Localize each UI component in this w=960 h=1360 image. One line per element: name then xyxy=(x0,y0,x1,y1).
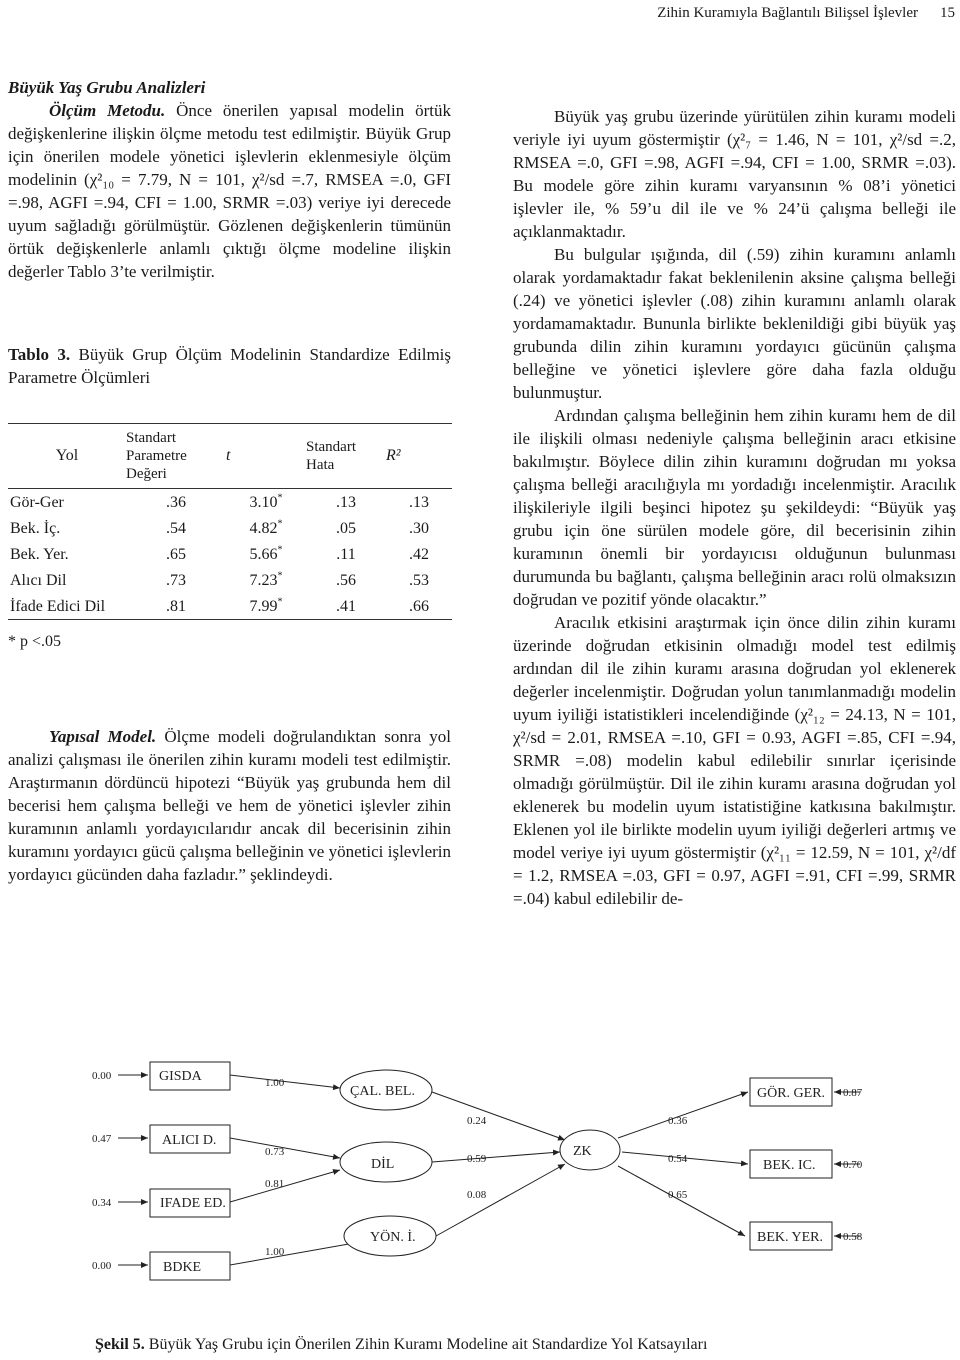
paragraph-head: Yapısal Model. xyxy=(49,727,157,746)
cell-r2: .66 xyxy=(409,597,429,615)
paragraph-olcum-metodu xyxy=(8,99,451,283)
cell-yol: Alıcı Dil xyxy=(10,571,67,589)
coef-label: 0.54 xyxy=(668,1153,688,1165)
figure-caption xyxy=(95,1336,707,1354)
node-label: GÖR. GER. xyxy=(757,1086,826,1101)
path-diagram xyxy=(0,1040,960,1320)
coef-label: 0.08 xyxy=(467,1189,487,1201)
header-parameter-line1: Standart xyxy=(126,430,176,446)
cell-hata: .05 xyxy=(336,519,356,537)
node-label: ALICI D. xyxy=(162,1133,217,1148)
coef-label: 0.65 xyxy=(668,1189,688,1201)
edge xyxy=(230,1138,340,1158)
table-caption-label: Tablo 3. xyxy=(8,345,71,364)
cell-r2: .13 xyxy=(409,493,429,511)
paragraph-text: Önce önerilen yapısal modelin örtük değişkenlerine ilişkin ölçme metodu test edilmiştir. Büyük Grup için önerilen modele yönetici işlevlerin eklenmesiyle ölçüm modelinin (χ²₁₀ = 7.79, N = 101, χ²/sd =.7, RMSEA =.0, GFI =.98, AGFI =.94, CFI = 1.00, SRMR =.03) veriye iyi derecede uyum sağladığı görülmüştür. Gözlenen değişkenlerin tümünün örtük değişkenlerle anlamlı çıktığı ölçme modeline ilişkin değerler Tablo 3’te verilmiştir. xyxy=(8,101,452,281)
table-row xyxy=(8,515,452,541)
section-title: Büyük Yaş Grubu Analizleri xyxy=(8,78,206,97)
right-column xyxy=(513,105,956,910)
coef-label: 0.58 xyxy=(843,1231,863,1243)
header-std-error-line1: Standart xyxy=(306,439,356,455)
cell-hata: .13 xyxy=(336,493,356,511)
cell-t: 7.23* xyxy=(249,570,283,589)
cell-r2: .30 xyxy=(409,519,429,537)
header-r2: R² xyxy=(386,447,401,464)
header-t: t xyxy=(226,447,231,464)
figure-caption-text: Büyük Yaş Grubu için Önerilen Zihin Kuramı Modeline ait Standardize Yol Katsayıları xyxy=(148,1336,708,1353)
coef-label: 0.73 xyxy=(265,1146,285,1158)
paragraph: Aracılık etkisini araştırmak için önce dilin zihin kuramı üzerinde doğrudan etkisinin olmadığı model test edilmiş ardından dil ile zihin kuramı arasına doğrudan yol eklenerek değerler incelenmiştir. Doğrudan yolun tanımlanmadığı modelin uyum iyiliği istatistikleri incelendiğinde (χ²₁₂ = 24.13, N = 101, χ²/sd = 2.01, RMSEA =.10, GFI = 0.93, AGFI =.85, CFI =.94, SRMR =.08) modelin kabul edilebilir sınırlar içerisinde olmadığı görülmüştür. Dil ile zihin kuramı arasına doğrudan yol eklenerek bu modelin uyum istatistiğine katkısına bakılmıştır. Eklenen yol ile birlikte modelin uyum iyiliği değerleri artmış ve model veriye iyi uyum göstermiştir (χ²₁₁ = 12.59, N = 101, χ²/df = 1.2, RMSEA =.03, GFI = 0.97, AGFI =.91, CFI =.99, SRMR =.04) kabul edilebilir de- xyxy=(513,613,956,908)
cell-param: .73 xyxy=(166,571,186,589)
page-number: 15 xyxy=(940,5,955,21)
cell-yol: Gör-Ger xyxy=(10,493,64,511)
cell-yol: İfade Edici Dil xyxy=(10,597,106,615)
node-label: BDKE xyxy=(163,1260,202,1275)
node-label: ÇAL. BEL. xyxy=(350,1084,415,1099)
table-row xyxy=(8,593,452,620)
table-row xyxy=(8,567,452,593)
paragraph-head: Ölçüm Metodu. xyxy=(49,101,166,120)
edge xyxy=(436,1164,565,1236)
node-label: IFADE ED. xyxy=(160,1196,226,1211)
coef-label: 0.47 xyxy=(92,1133,112,1145)
figure-caption-label: Şekil 5. xyxy=(95,1336,145,1353)
cell-yol: Bek. İç. xyxy=(10,519,61,537)
cell-hata: .56 xyxy=(336,571,356,589)
coef-label: 0.87 xyxy=(843,1087,863,1099)
table-row xyxy=(8,489,452,516)
edge xyxy=(230,1075,340,1088)
paragraph: Bu bulgular ışığında, dil (.59) zihin kuramını anlamlı olarak yordamaktadır fakat beklenilenin aksine çalışma belleği (.24) ve yönetici işlevler (.08) zihin kuramını anlamlı olarak yordamamaktadır. Bununla birlikte beklenildiği gibi büyük yaş grubunda dilin zihin kuramını yordayıcı gücünün çalışma belleğine ve yönetici işlevlere göre daha fazla olduğu bulunmuştur. xyxy=(513,245,956,402)
coef-label: 0.70 xyxy=(843,1159,863,1171)
edge xyxy=(230,1242,360,1265)
header-parameter xyxy=(126,424,226,489)
cell-param: .54 xyxy=(166,519,186,537)
cell-t: 3.10* xyxy=(249,492,283,511)
table-caption xyxy=(8,343,451,389)
edge xyxy=(432,1092,565,1140)
coef-label: 0.34 xyxy=(92,1197,112,1209)
edge xyxy=(618,1166,745,1236)
node-label: DİL xyxy=(371,1157,395,1172)
edge xyxy=(230,1170,340,1202)
cell-param: .36 xyxy=(166,493,186,511)
table-note: * p <.05 xyxy=(8,633,62,650)
header-yol: Yol xyxy=(55,447,79,464)
header-parameter-line2: Parametre xyxy=(126,448,187,464)
coef-label: 0.24 xyxy=(467,1115,487,1127)
cell-yol: Bek. Yer. xyxy=(10,545,69,563)
coef-label: 0.00 xyxy=(92,1260,112,1272)
paragraph-yapisal-model xyxy=(8,725,451,886)
paragraph: Ardından çalışma belleğinin hem zihin kuramı hem de dil ile ilişkili olması nedeniyle çalışma belleğinin aracı etkisine bakılmıştır. Böylece dilin zihin kuramını doğrudan mı yoksa çalışma belleği aracılığıyla mı yordadığı incelenmiştir. Aracılık ilişkileriyle ilgili beşinci hipotez şu şekildeydi: “Büyük yaş grubu için öne sürülen modele göre, dil becerisinin zihin kuramının önemli bir yordayıcısı olduğunun bulunması durumunda bu bağlantı, çalışma belleğinin aracı rolü olmaksızın doğrudan ve pozitif yönde olacaktır.” xyxy=(513,406,956,609)
coef-label: 0.00 xyxy=(92,1070,112,1082)
parameter-table xyxy=(8,423,452,620)
node-label: GISDA xyxy=(159,1069,202,1084)
cell-r2: .42 xyxy=(409,545,429,563)
cell-t: 5.66* xyxy=(249,544,283,563)
coef-label: 1.00 xyxy=(265,1246,285,1258)
running-header xyxy=(0,5,955,22)
cell-hata: .11 xyxy=(336,545,356,563)
node-label: BEK. IC. xyxy=(763,1158,816,1173)
header-std-error-line2: Hata xyxy=(306,457,335,473)
coef-label: 1.00 xyxy=(265,1077,285,1089)
coef-label: 0.59 xyxy=(467,1153,487,1165)
path-diagram-svg xyxy=(0,1040,960,1320)
node-label: ZK xyxy=(573,1144,592,1159)
cell-param: .65 xyxy=(166,545,186,563)
cell-t: 7.99* xyxy=(249,596,283,615)
node-label: BEK. YER. xyxy=(757,1230,823,1245)
cell-param: .81 xyxy=(166,597,186,615)
table-caption-text: Büyük Grup Ölçüm Modelinin Standardize Edilmiş Parametre Ölçümleri xyxy=(8,345,452,387)
paragraph: Büyük yaş grubu üzerinde yürütülen zihin kuramı modeli veriyle iyi uyum göstermiştir (χ²₇ = 1.46, N = 101, χ²/sd =.2, RMSEA =.0, GFI =.98, AGFI =.94, CFI = 1.00, SRMR =.03). Bu modele göre zihin kuramı varyansının % 08’i yönetici işlevler ile, % 59’u dil ile ve % 24’ü çalışma belleği ile açıklanmaktadır. xyxy=(513,107,956,241)
table-header-row xyxy=(8,424,452,489)
cell-hata: .41 xyxy=(336,597,356,615)
coef-label: 0.81 xyxy=(265,1178,285,1190)
edge xyxy=(432,1152,560,1162)
paragraph-text: Ölçme modeli doğrulandıktan sonra yol analizi çalışması ile önerilen zihin kuramı modeli test edilmiştir. Araştırmanın dördüncü hipotezi “Büyük yaş grubunda hem dil becerisi hem çalışma belleği ve hem de yönetici işlevler zihin kuramının anlamlı yordayıcılarıdır ancak dil becerisinin zihin kuramını yordayıcı gücü çalışma belleğinin ve yönetici işlevlerin yordayıcı gücünden daha fazladır.” şeklindeydi. xyxy=(8,727,452,884)
header-std-error xyxy=(306,424,386,489)
running-title: Zihin Kuramıyla Bağlantılı Bilişsel İşlevler xyxy=(657,5,918,21)
table-row xyxy=(8,541,452,567)
node-label: YÖN. İ. xyxy=(370,1230,416,1245)
cell-r2: .53 xyxy=(409,571,429,589)
coef-label: 0.36 xyxy=(668,1115,688,1127)
cell-t: 4.82* xyxy=(249,518,283,537)
header-parameter-line3: Değeri xyxy=(126,466,167,482)
left-column xyxy=(8,76,451,886)
